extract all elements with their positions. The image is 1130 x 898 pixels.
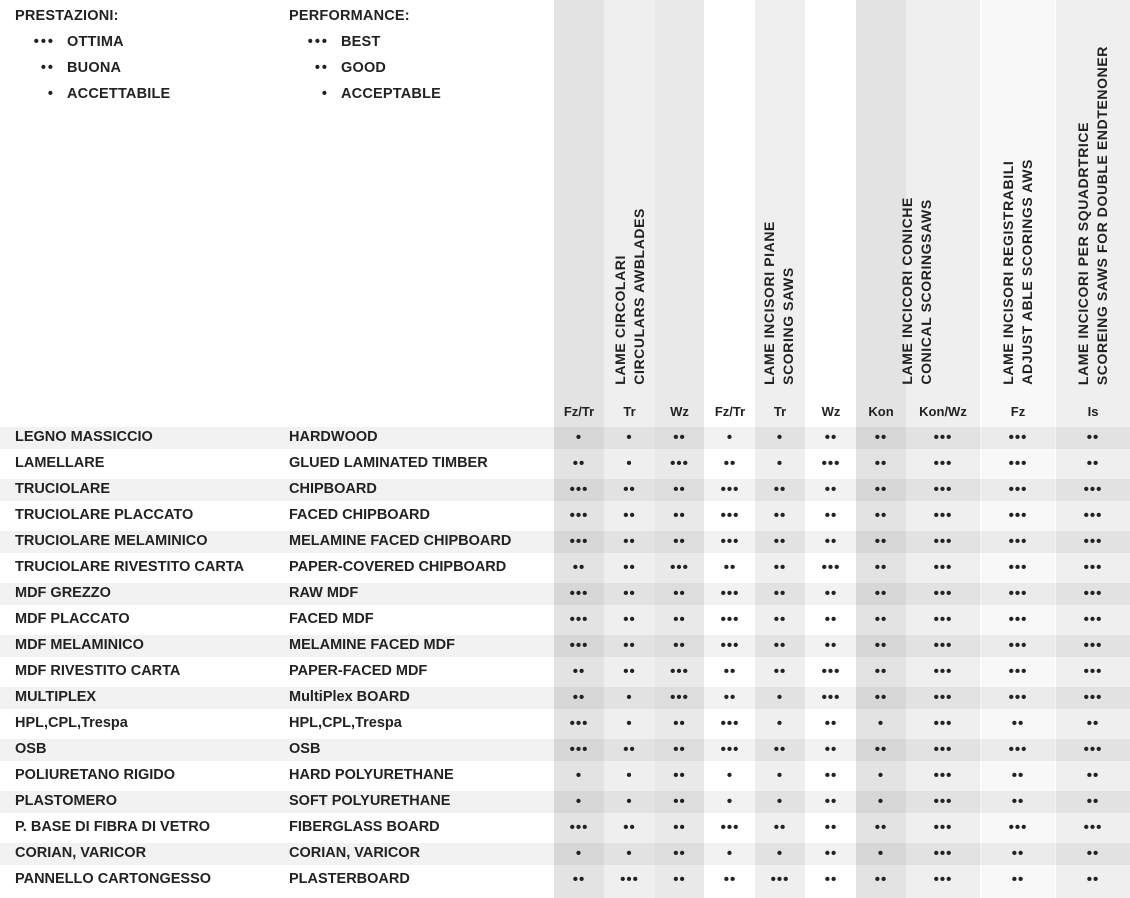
material-name-en: FIBERGLASS BOARD	[289, 819, 440, 835]
material-name-it: MDF PLACCATO	[15, 611, 130, 627]
rating-cell: •	[776, 793, 784, 810]
legend-en-title: PERFORMANCE:	[289, 8, 410, 24]
material-name-it: MDF RIVESTITO CARTA	[15, 663, 181, 679]
rating-cell: •	[776, 429, 784, 446]
rating-cell: ••	[1011, 793, 1025, 810]
rating-cell: •	[776, 689, 784, 706]
rating-cell: •••	[1083, 585, 1103, 602]
rating-cell: •	[877, 793, 885, 810]
rating-cell: •••	[1083, 741, 1103, 758]
table-row	[0, 763, 1130, 789]
rating-cell: •••	[933, 767, 953, 784]
group-header-endtenoner	[1074, 46, 1112, 385]
rating-cell: •••	[1008, 637, 1028, 654]
rating-cell: •••	[1008, 611, 1028, 628]
rating-cell: •••	[933, 793, 953, 810]
material-name-en: PAPER-FACED MDF	[289, 663, 428, 679]
rating-cell: ••	[773, 507, 787, 524]
rating-cell: •	[575, 845, 583, 862]
rating-cell: •••	[1008, 455, 1028, 472]
rating-cell: •	[776, 767, 784, 784]
rating-cell: ••	[723, 559, 737, 576]
rating-cell: •••	[821, 689, 841, 706]
rating-cell: ••	[824, 819, 838, 836]
rating-cell: ••	[723, 689, 737, 706]
table-row	[0, 841, 1130, 867]
material-name-en: HARD POLYURETHANE	[289, 767, 454, 783]
rating-cell: •••	[933, 689, 953, 706]
table-row	[0, 737, 1130, 763]
material-name-en: MELAMINE FACED MDF	[289, 637, 455, 653]
material-name-en: RAW MDF	[289, 585, 359, 601]
group-header-line: LAME INCICORI PER SQUADRTRICE	[1075, 121, 1091, 385]
rating-cell: ••	[723, 455, 737, 472]
rating-cell: •	[877, 715, 885, 732]
material-name-it: P. BASE DI FIBRA DI VETRO	[15, 819, 210, 835]
rating-cell: •••	[1008, 741, 1028, 758]
rating-cell: •••	[670, 559, 689, 576]
rating-cell: •••	[770, 871, 790, 888]
rating-cell: ••	[824, 611, 838, 628]
rating-cell: ••	[824, 585, 838, 602]
rating-cell: ••	[673, 585, 686, 602]
rating-cell: •	[575, 429, 583, 446]
material-name-en: OSB	[289, 741, 321, 757]
subheader-cell: Fz	[1010, 404, 1026, 419]
rating-cell: •	[575, 793, 583, 810]
rating-cell: •••	[569, 533, 589, 550]
group-header-line: LAME INCICORI CONICHE	[899, 197, 915, 385]
rating-cell: •••	[1083, 663, 1103, 680]
rating-cell: ••	[773, 741, 787, 758]
rating-cell: •••	[821, 455, 841, 472]
rating-cell: •	[575, 767, 583, 784]
group-header-line: LAME CIRCOLARI	[612, 255, 628, 385]
rating-cell: •••	[569, 585, 589, 602]
rating-cell: •••	[1008, 819, 1028, 836]
rating-cell: •••	[933, 429, 953, 446]
rating-cell: ••	[1011, 767, 1025, 784]
rating-cell: ••	[1011, 871, 1025, 888]
rating-cell: ••	[623, 741, 636, 758]
rating-cell: ••	[673, 871, 686, 888]
rating-cell: •••	[569, 637, 589, 654]
material-name-en: SOFT POLYURETHANE	[289, 793, 451, 809]
rating-cell: ••	[572, 559, 586, 576]
rating-cell: ••	[874, 611, 888, 628]
rating-cell: ••	[824, 793, 838, 810]
rating-cell: •••	[933, 533, 953, 550]
rating-cell: •••	[1008, 481, 1028, 498]
subheader-cell: Is	[1087, 404, 1099, 419]
rating-cell: •••	[933, 741, 953, 758]
rating-cell: ••	[673, 819, 686, 836]
rating-cell: •	[726, 793, 734, 810]
group-header-conical	[898, 197, 936, 385]
rating-cell: •••	[1008, 533, 1028, 550]
material-name-it: LEGNO MASSICCIO	[15, 429, 153, 445]
rating-cell: ••	[824, 845, 838, 862]
rating-cell: ••	[874, 689, 888, 706]
rating-dots-icon: •	[321, 86, 329, 102]
material-name-it: MDF MELAMINICO	[15, 637, 144, 653]
rating-cell: ••	[1086, 429, 1100, 446]
rating-cell: •••	[1083, 481, 1103, 498]
rating-cell: ••	[623, 533, 636, 550]
rating-cell: ••	[824, 741, 838, 758]
material-name-en: GLUED LAMINATED TIMBER	[289, 455, 488, 471]
rating-cell: •••	[1083, 559, 1103, 576]
rating-cell: ••	[572, 663, 586, 680]
rating-cell: ••	[874, 663, 888, 680]
table-row	[0, 451, 1130, 477]
rating-dots-icon: •••	[33, 34, 55, 50]
material-name-it: PANNELLO CARTONGESSO	[15, 871, 212, 887]
rating-cell: •••	[933, 819, 953, 836]
rating-cell: •••	[720, 637, 740, 654]
rating-dots-icon: •	[47, 86, 55, 102]
rating-cell: •••	[933, 481, 953, 498]
table-row	[0, 711, 1130, 737]
rating-cell: •••	[933, 455, 953, 472]
rating-cell: ••	[673, 429, 686, 446]
group-header-line: LAME INCISORI PIANE	[761, 221, 777, 385]
group-header-line: SCORING SAWS	[780, 267, 796, 385]
rating-cell: •••	[933, 663, 953, 680]
rating-cell: •••	[720, 481, 740, 498]
rating-cell: ••	[773, 663, 787, 680]
rating-cell: ••	[874, 533, 888, 550]
material-name-it: LAMELLARE	[15, 455, 105, 471]
rating-cell: ••	[572, 689, 586, 706]
rating-cell: ••	[1086, 793, 1100, 810]
rating-cell: •••	[720, 715, 740, 732]
rating-cell: ••	[723, 871, 737, 888]
rating-cell: •••	[569, 819, 589, 836]
rating-cell: ••	[773, 611, 787, 628]
rating-cell: ••	[773, 559, 787, 576]
rating-cell: ••	[673, 481, 686, 498]
rating-cell: •••	[1008, 559, 1028, 576]
rating-cell: •	[626, 845, 633, 862]
rating-cell: ••	[1011, 845, 1025, 862]
rating-cell: ••	[673, 793, 686, 810]
rating-cell: •••	[569, 715, 589, 732]
rating-cell: •••	[821, 559, 841, 576]
rating-cell: •••	[720, 507, 740, 524]
table-row	[0, 503, 1130, 529]
rating-cell: •••	[1008, 689, 1028, 706]
material-name-en: FACED MDF	[289, 611, 374, 627]
rating-cell: ••	[773, 533, 787, 550]
rating-cell: •••	[1083, 637, 1103, 654]
rating-cell: •	[776, 455, 784, 472]
material-name-en: PLASTERBOARD	[289, 871, 410, 887]
material-name-en: FACED CHIPBOARD	[289, 507, 430, 523]
rating-cell: •••	[670, 455, 689, 472]
rating-cell: •••	[933, 637, 953, 654]
rating-cell: ••	[673, 611, 686, 628]
material-name-it: PLASTOMERO	[15, 793, 118, 809]
rating-cell: •	[726, 845, 734, 862]
rating-cell: ••	[673, 845, 686, 862]
material-name-it: CORIAN, VARICOR	[15, 845, 147, 861]
rating-cell: •	[626, 429, 633, 446]
rating-cell: •	[726, 429, 734, 446]
rating-cell: ••	[572, 455, 586, 472]
rating-dots-icon: ••	[314, 60, 329, 76]
rating-cell: ••	[773, 585, 787, 602]
material-name-en: PAPER-COVERED CHIPBOARD	[289, 559, 507, 575]
group-header-flat	[760, 221, 798, 385]
rating-cell: ••	[673, 715, 686, 732]
material-name-it: POLIURETANO RIGIDO	[15, 767, 176, 783]
material-name-en: HARDWOOD	[289, 429, 378, 445]
rating-cell: ••	[572, 871, 586, 888]
subheader-cell: Fz/Tr	[714, 404, 746, 419]
subheader-cell: Kon/Wz	[919, 404, 967, 419]
rating-cell: ••	[824, 533, 838, 550]
rating-cell: ••	[623, 819, 636, 836]
table-row	[0, 529, 1130, 555]
material-name-en: CHIPBOARD	[289, 481, 377, 497]
material-name-en: MultiPlex BOARD	[289, 689, 410, 705]
rating-cell: •	[726, 767, 734, 784]
legend-label: GOOD	[341, 60, 387, 76]
subheader-cell: Fz/Tr	[563, 404, 595, 419]
rating-cell: ••	[623, 585, 636, 602]
rating-cell: •••	[720, 533, 740, 550]
rating-cell: ••	[874, 455, 888, 472]
rating-cell: •••	[569, 507, 589, 524]
rating-cell: ••	[1086, 715, 1100, 732]
rating-cell: •••	[720, 611, 740, 628]
rating-cell: •	[776, 845, 784, 862]
material-name-it: TRUCIOLARE MELAMINICO	[15, 533, 208, 549]
rating-cell: ••	[623, 637, 636, 654]
rating-cell: ••	[1086, 845, 1100, 862]
rating-cell: ••	[773, 481, 787, 498]
rating-cell: •	[626, 455, 633, 472]
rating-cell: ••	[874, 429, 888, 446]
rating-cell: ••	[824, 429, 838, 446]
legend-label: ACCEPTABLE	[341, 86, 442, 102]
group-header-line: SCOREING SAWS FOR DOUBLE ENDTENONER	[1094, 45, 1110, 385]
group-header-adjustable	[999, 159, 1037, 385]
table-row	[0, 607, 1130, 633]
rating-cell: ••	[623, 481, 636, 498]
rating-cell: ••	[623, 559, 636, 576]
material-name-it: MDF GREZZO	[15, 585, 111, 601]
rating-cell: ••	[874, 819, 888, 836]
rating-cell: •	[877, 767, 885, 784]
table-row	[0, 789, 1130, 815]
table-row	[0, 555, 1130, 581]
rating-cell: •••	[1008, 429, 1028, 446]
rating-cell: •••	[569, 741, 589, 758]
rating-cell: •	[626, 767, 633, 784]
material-name-it: MULTIPLEX	[15, 689, 97, 705]
rating-cell: ••	[824, 871, 838, 888]
table-row	[0, 685, 1130, 711]
legend-label: OTTIMA	[67, 34, 124, 50]
rating-cell: •••	[933, 845, 953, 862]
group-header-line: CONICAL SCORINGSAWS	[918, 199, 934, 385]
rating-cell: •••	[1083, 611, 1103, 628]
rating-cell: •••	[933, 611, 953, 628]
rating-cell: •••	[1008, 585, 1028, 602]
rating-cell: ••	[723, 663, 737, 680]
material-name-it: TRUCIOLARE RIVESTITO CARTA	[15, 559, 245, 575]
material-name-en: MELAMINE FACED CHIPBOARD	[289, 533, 512, 549]
rating-cell: •••	[933, 585, 953, 602]
subheader-cell: Tr	[623, 404, 636, 419]
rating-cell: •••	[620, 871, 639, 888]
rating-cell: ••	[623, 663, 636, 680]
rating-cell: •	[626, 715, 633, 732]
rating-cell: ••	[824, 507, 838, 524]
rating-cell: ••	[824, 481, 838, 498]
subheader-cell: Wz	[670, 404, 689, 419]
rating-cell: •••	[933, 507, 953, 524]
rating-cell: ••	[773, 637, 787, 654]
material-name-it: TRUCIOLARE PLACCATO	[15, 507, 194, 523]
rating-cell: •••	[1008, 663, 1028, 680]
material-name-en: HPL,CPL,Trespa	[289, 715, 402, 731]
rating-cell: ••	[1086, 871, 1100, 888]
rating-cell: ••	[1011, 715, 1025, 732]
rating-cell: ••	[1086, 767, 1100, 784]
rating-cell: ••	[824, 715, 838, 732]
rating-cell: ••	[1086, 455, 1100, 472]
material-name-it: HPL,CPL,Trespa	[15, 715, 128, 731]
group-header-line: ADJUST ABLE SCORINGS AWS	[1019, 159, 1035, 385]
table-row	[0, 425, 1130, 451]
rating-cell: ••	[874, 637, 888, 654]
rating-cell: •••	[933, 715, 953, 732]
rating-cell: •••	[933, 559, 953, 576]
rating-cell: ••	[824, 637, 838, 654]
rating-dots-icon: •••	[307, 34, 329, 50]
material-name-it: OSB	[15, 741, 47, 757]
rating-cell: ••	[673, 741, 686, 758]
rating-cell: ••	[673, 533, 686, 550]
legend-it-title: PRESTAZIONI:	[15, 8, 119, 24]
rating-cell: ••	[623, 611, 636, 628]
rating-cell: ••	[824, 767, 838, 784]
rating-cell: ••	[623, 507, 636, 524]
rating-cell: •••	[569, 481, 589, 498]
rating-cell: •••	[670, 689, 689, 706]
material-name-en: CORIAN, VARICOR	[289, 845, 421, 861]
subheader-cell: Tr	[773, 404, 787, 419]
rating-cell: •••	[569, 611, 589, 628]
rating-cell: •••	[933, 871, 953, 888]
rating-cell: •••	[720, 819, 740, 836]
rating-cell: ••	[673, 507, 686, 524]
table-row	[0, 867, 1130, 893]
rating-cell: ••	[874, 871, 888, 888]
rating-cell: •••	[1083, 507, 1103, 524]
rating-cell: ••	[874, 741, 888, 758]
rating-cell: •••	[670, 663, 689, 680]
rating-cell: •	[626, 689, 633, 706]
table-row	[0, 659, 1130, 685]
rating-cell: •	[776, 715, 784, 732]
legend-label: ACCETTABILE	[67, 86, 171, 102]
rating-cell: •••	[1083, 533, 1103, 550]
subheader-cell: Wz	[821, 404, 841, 419]
group-header-circular	[611, 208, 649, 385]
legend-label: BUONA	[67, 60, 122, 76]
table-row	[0, 581, 1130, 607]
table-row	[0, 633, 1130, 659]
table-row	[0, 815, 1130, 841]
rating-cell: •••	[821, 663, 841, 680]
rating-cell: •••	[1008, 507, 1028, 524]
rating-cell: ••	[673, 767, 686, 784]
rating-cell: ••	[874, 585, 888, 602]
rating-dots-icon: ••	[40, 60, 55, 76]
rating-cell: ••	[673, 637, 686, 654]
legend-label: BEST	[341, 34, 381, 50]
table-row	[0, 477, 1130, 503]
rating-cell: •	[877, 845, 885, 862]
rating-cell: •••	[1083, 819, 1103, 836]
rating-cell: ••	[874, 507, 888, 524]
rating-cell: ••	[773, 819, 787, 836]
rating-cell: •••	[720, 585, 740, 602]
material-name-it: TRUCIOLARE	[15, 481, 111, 497]
rating-cell: •••	[1083, 689, 1103, 706]
rating-cell: •	[626, 793, 633, 810]
group-header-line: CIRCULARS AWBLADES	[631, 208, 647, 385]
group-header-line: LAME INCISORI REGISTRABILI	[1000, 160, 1016, 385]
subheader-cell: Kon	[868, 404, 894, 419]
rating-cell: ••	[874, 481, 888, 498]
rating-cell: •••	[720, 741, 740, 758]
rating-cell: ••	[874, 559, 888, 576]
